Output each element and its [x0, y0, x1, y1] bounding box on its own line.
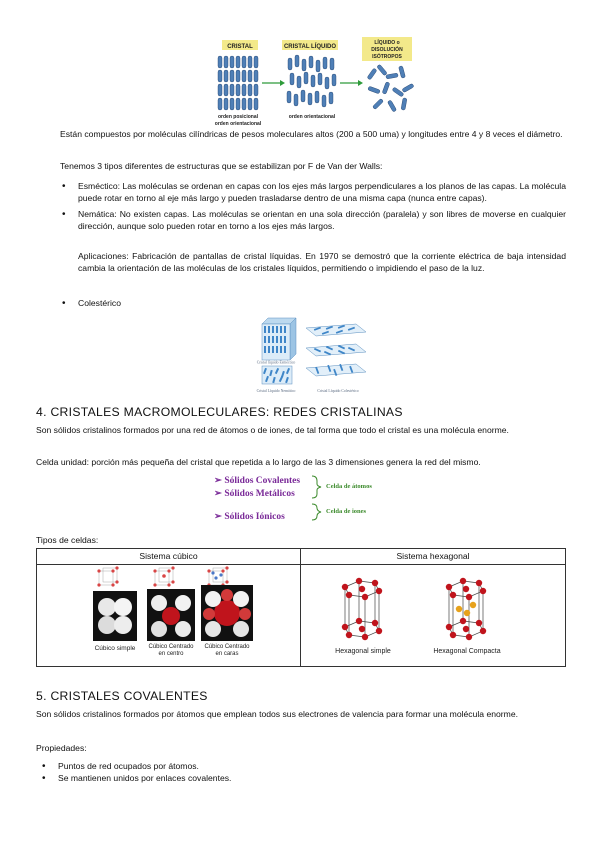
caption-nematico: Cristal Líquido Nemático: [256, 389, 296, 393]
legend-covalentes: Sólidos Covalentes: [224, 476, 301, 486]
legend-arrow-icon: ➢: [214, 489, 225, 499]
label-cubico-centrado-1: Cúbico Centrado: [148, 644, 194, 650]
hexagonal-cells-diagram: [301, 565, 565, 665]
legend-ionicos: Sólidos Iónicos: [224, 512, 285, 522]
label-iso-2: DISOLUCIÓN: [371, 47, 403, 53]
header-cubic: Sistema cúbico: [37, 549, 301, 565]
caption-cristal-1: orden posicional: [217, 114, 259, 120]
esmectico-block: [262, 318, 296, 360]
label-cristal-liquido: CRISTAL LÍQUIDO: [283, 44, 337, 50]
phase-transition-diagram: [212, 36, 418, 128]
table-row: [37, 565, 566, 667]
propiedades-list: [40, 760, 560, 785]
label-hexagonal-compacta: Hexagonal Compacta: [433, 648, 501, 655]
nematico-block: [262, 366, 292, 384]
legend-arrow-icon: ➢: [214, 476, 225, 486]
label-hexagonal-simple: Hexagonal simple: [335, 648, 391, 655]
colesterico-block: [306, 324, 366, 376]
caption-cristal-2: orden orientacional: [214, 121, 262, 127]
caption-esmectico: Cristal líquido Esméctico: [256, 360, 296, 365]
list-item-puntos-red: • Puntos de red ocupados por átomos.: [40, 760, 560, 772]
cubic-cell: [37, 565, 301, 667]
brace-icon: [310, 474, 324, 526]
label-cubico-centrado-2: en centro: [158, 651, 184, 657]
list-item-nematica: • Nemática: No existen capas. Las moléculas se orientan en una sola dirección (paralela) y son libres de moverse en cualquier dirección, aunque solo pueden rotar en torno a los ejes más largos.: [60, 208, 566, 233]
list-item-colesterico: • Colestérico: [60, 297, 566, 309]
label-iso-3: ISÓTROPOS: [372, 54, 402, 60]
structure-types-list: [60, 180, 566, 233]
legend-metalicos: Sólidos Metálicos: [224, 489, 295, 499]
liquid-crystal-types-diagram: [236, 314, 376, 396]
legend-arrow-icon: ➢: [214, 512, 225, 522]
caption-cristal-liquido: orden orientacional: [288, 114, 336, 120]
brace-label-iones: Celda de iones: [326, 508, 367, 515]
section-4-paragraph-1: Son sólidos cristalinos formados por una red de átomos o de iones, de tal forma que todo el cristal es una molécula enorme.: [36, 425, 509, 435]
aplicaciones-paragraph: Aplicaciones: Fabricación de pantallas de cristal líquidas. En 1970 se demostró que la corriente eléctrica de baja intensidad cambia la orientación de las moléculas de los cristales líquidos, permitiendo o impidiendo el paso de la luz.: [78, 251, 566, 274]
brace-label-atomos: Celda de átomos: [326, 483, 372, 490]
label-cubico-simple: Cúbico simple: [94, 645, 136, 652]
label-cristal: CRISTAL: [227, 44, 253, 50]
solid-types-legend: [214, 474, 404, 526]
liquid-crystal-types-figure: [236, 314, 376, 396]
section-4-heading: 4. CRISTALES MACROMOLECULARES: REDES CRISTALINAS: [36, 405, 403, 419]
hexagonal-simple-model: [342, 578, 382, 640]
intro-paragraph-2: Tenemos 3 tipos diferentes de estructuras que se estabilizan por F de Van der Walls:: [60, 161, 383, 171]
structure-types-list-2: [60, 297, 566, 309]
legend-row-metalicos: [214, 487, 295, 502]
table-header-row: [37, 549, 566, 565]
propiedades-label: Propiedades:: [36, 743, 87, 753]
tipos-de-celdas-label: Tipos de celdas:: [36, 535, 99, 545]
caption-colesterico: Cristal Líquido Colestérico: [317, 389, 359, 393]
header-hexagonal: Sistema hexagonal: [301, 549, 566, 565]
list-item-esmectico: • Esméctico: Las moléculas se ordenan en capas con los ejes más largos perpendiculares a los planos de las capas. La molécula puede rotar en torno al eje más largo y pueden trasladarse dentro de una misma capa (nunca entre capas).: [60, 180, 566, 205]
label-cubico-caras-1: Cúbico Centrado: [204, 644, 250, 650]
hexagonal-compact-model: [446, 578, 486, 640]
section-5-paragraph-1: Son sólidos cristalinos formados por átomos que emplean todos sus electrones de valencia para formar una molécula enorme.: [36, 709, 518, 719]
hexagonal-cell: [301, 565, 566, 667]
cell-types-table: [36, 548, 566, 667]
section-5-heading: 5. CRISTALES COVALENTES: [36, 689, 208, 703]
cubic-cells-diagram: [37, 565, 301, 665]
label-cubico-caras-2: en caras: [215, 651, 239, 657]
phase-transition-figure: [212, 36, 418, 128]
label-iso-1: LÍQUIDO o: [374, 40, 400, 46]
list-item-enlaces-covalentes: • Se mantienen unidos por enlaces covalentes.: [40, 772, 560, 784]
section-4-paragraph-2: Celda unidad: porción más pequeña del cristal que repetida a lo largo de las 3 dimensiones genera la red del mismo.: [36, 457, 481, 467]
legend-row-ionicos: [214, 510, 285, 525]
intro-paragraph-1: Están compuestos por moléculas cilíndricas de pesos moleculares altos (200 a 500 uma) y longitudes entre 4 y 8 veces el diámetro.: [60, 129, 563, 139]
